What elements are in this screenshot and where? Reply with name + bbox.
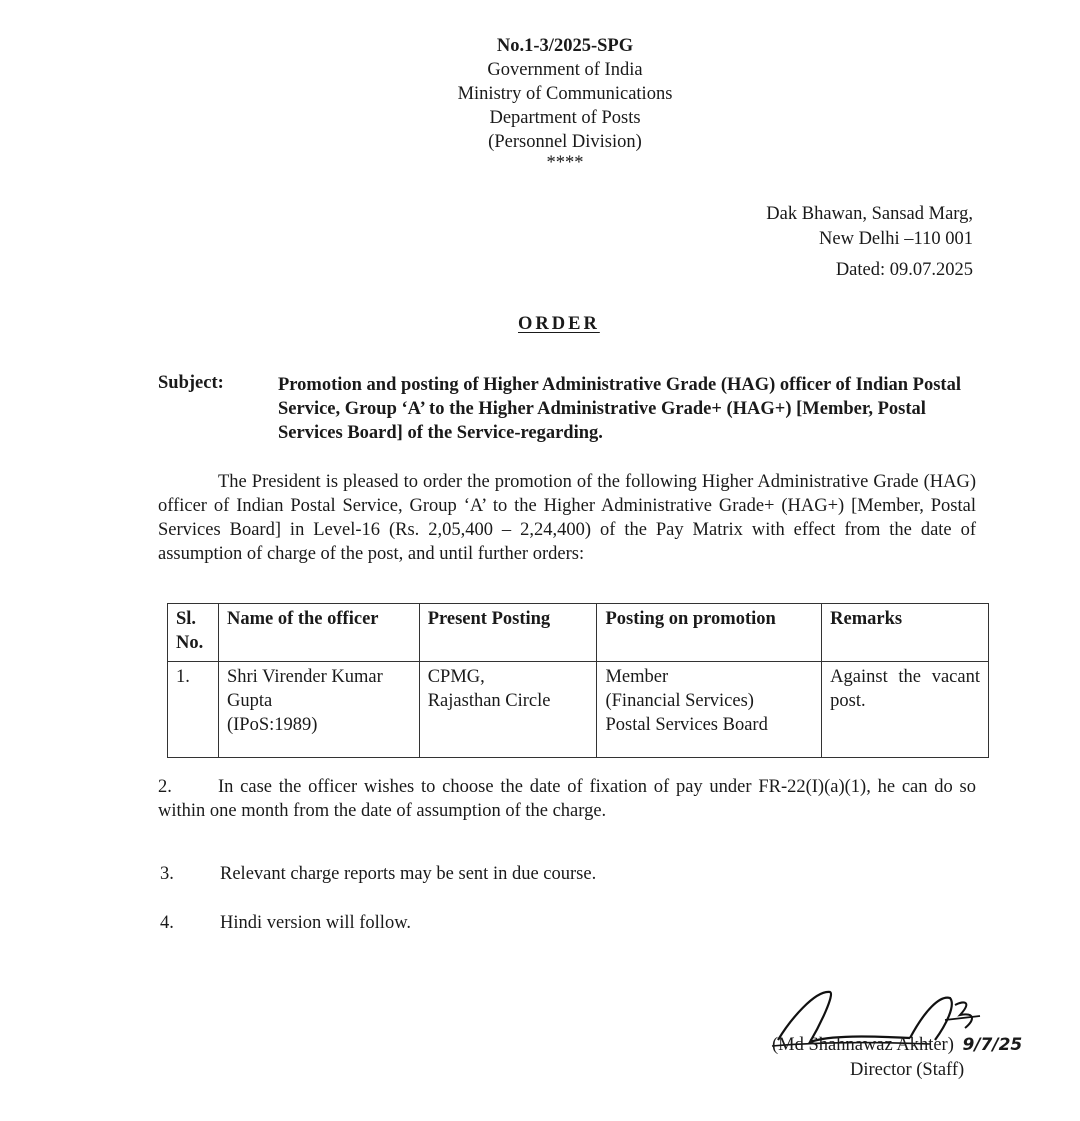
cell-posting-on-promotion: Member (Financial Services) Postal Services Board bbox=[597, 662, 822, 758]
reference-number: No.1-3/2025-SPG bbox=[496, 36, 634, 56]
intro-text: The President is pleased to order the promotion of the following Higher Administrative Grade (HAG) officer of Indian Postal Service, Group ‘A’ to the Higher Administrative Grade+ (HAG+) [Member, Postal Services Board] in Level-16 (Rs. 2,05,400 – 2,24,400) of the Pay Matrix with effect from the date of assumption of charge of the post, and until further orders: bbox=[158, 472, 976, 564]
ministry-line: Ministry of Communications bbox=[457, 84, 673, 104]
header-present-posting: Present Posting bbox=[419, 604, 597, 662]
item-2-text: In case the officer wishes to choose the date of fixation of pay under FR-22(I)(a)(1), he can do so within one month from the date of assumption of the charge. bbox=[158, 777, 976, 821]
cell-present-posting: CPMG, Rajasthan Circle bbox=[419, 662, 597, 758]
signatory-name: (Md Shahnawaz Akhter) 9/7/25 bbox=[772, 1035, 1023, 1055]
cell-remarks: Against the vacant post. bbox=[822, 662, 989, 758]
signatory-designation: Director (Staff) bbox=[850, 1060, 965, 1080]
govt-line: Government of India bbox=[487, 60, 643, 80]
item-4-number: 4. bbox=[160, 913, 174, 933]
table-row bbox=[168, 662, 989, 758]
item-2-number: 2. bbox=[158, 777, 172, 797]
handwritten-date: 9/7/25 bbox=[962, 1035, 1023, 1055]
separator-stars: **** bbox=[546, 153, 584, 173]
item-4-text: Hindi version will follow. bbox=[220, 913, 411, 933]
item-3-text: Relevant charge reports may be sent in due course. bbox=[220, 864, 597, 884]
address-line-1: Dak Bhawan, Sansad Marg, bbox=[766, 204, 973, 224]
header-posting-on-promotion: Posting on promotion bbox=[597, 604, 822, 662]
address-line-2: New Delhi –110 001 bbox=[819, 229, 973, 249]
subject-text: Promotion and posting of Higher Administrative Grade (HAG) officer of Indian Postal Service, Group ‘A’ to the Higher Administrative Grade+ (HAG+) [Member, Postal Services Board] of the Service-regarding. bbox=[278, 375, 961, 443]
header-sl-no: Sl. No. bbox=[168, 604, 219, 662]
dated-line: Dated: 09.07.2025 bbox=[835, 260, 973, 280]
cell-sl: 1. bbox=[168, 662, 219, 758]
order-title: ORDER bbox=[518, 314, 600, 334]
letterhead bbox=[330, 34, 800, 172]
division-line: (Personnel Division) bbox=[488, 132, 642, 152]
cell-officer-name: Shri Virender Kumar Gupta (IPoS:1989) bbox=[218, 662, 419, 758]
item-4 bbox=[160, 911, 411, 935]
address-block bbox=[766, 202, 973, 283]
item-3-number: 3. bbox=[160, 864, 174, 884]
header-remarks: Remarks bbox=[822, 604, 989, 662]
subject-label: Subject: bbox=[158, 373, 224, 393]
item-2 bbox=[158, 775, 976, 823]
department-line: Department of Posts bbox=[489, 108, 641, 128]
table-header-row bbox=[168, 604, 989, 662]
header-officer-name: Name of the officer bbox=[218, 604, 419, 662]
promotion-table bbox=[167, 603, 989, 758]
intro-paragraph bbox=[158, 470, 976, 566]
item-3 bbox=[160, 862, 596, 886]
